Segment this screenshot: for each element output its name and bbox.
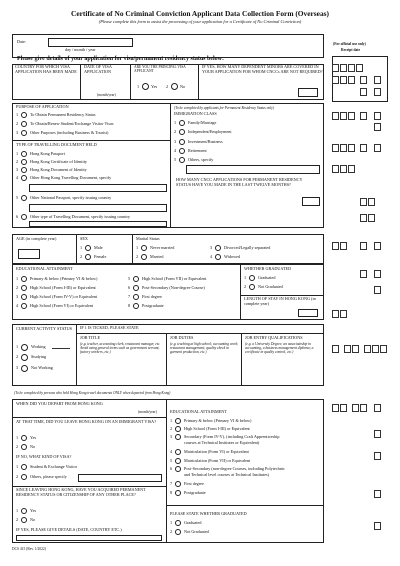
official-code-cell	[374, 144, 381, 152]
edu-opt3-label: High School (Form IV-V) or Equivalent	[30, 294, 98, 299]
edu-opt8-label: Postgraduate	[142, 303, 164, 308]
cncc-count-label: HOW MANY CNCC APPLICATIONS FOR PERMANENT RESIDENCY STATUS HAVE YOU MADE IN THE LAST TWELVE MONTHS?	[176, 177, 303, 187]
edu-opt1-label: Primary & below (Primary VI & below)	[30, 276, 98, 281]
official-code-cell	[332, 165, 339, 173]
official-code-cell	[374, 88, 381, 96]
edu-opt5-radio[interactable]	[133, 276, 139, 282]
citizenship-no-label: No	[30, 517, 36, 522]
travel-doc-opt1-radio[interactable]	[21, 151, 27, 157]
edu-opt6-radio[interactable]	[133, 285, 139, 291]
country-label: COUNTRY FOR WHICH VISA APPLICATION HAS BEEN MADE	[15, 64, 77, 74]
official-code-cell	[360, 242, 367, 250]
official-code-cell	[374, 430, 381, 438]
official-code-cell	[348, 76, 355, 84]
receipt-date-label: Receipt date	[341, 48, 361, 52]
purpose-opt2-radio[interactable]	[21, 121, 27, 127]
graduated-yes-label: Graduated	[258, 275, 276, 280]
official-code-cell	[332, 345, 339, 353]
if-ticked-label: IF 1 IS TICKED, PLEASE STATE	[80, 325, 139, 330]
sex-female-radio[interactable]	[85, 254, 91, 260]
edu-opt2-radio[interactable]	[21, 285, 27, 291]
official-code-cell	[364, 345, 371, 353]
minors-count-input[interactable]	[298, 88, 318, 97]
official-code-cell	[374, 123, 381, 131]
official-code-cell	[374, 242, 381, 250]
official-code-cell	[332, 310, 339, 318]
travel-doc-opt4-radio[interactable]	[21, 175, 27, 181]
official-code-cell	[374, 270, 381, 278]
departure-note: (To be completed by persons who held Hong Kong travel documents ONLY when departed from Hong Kong)	[14, 391, 171, 395]
official-code-cell	[344, 345, 351, 353]
official-code-cell	[372, 345, 379, 353]
official-code-cell	[368, 214, 375, 222]
official-code-cell	[374, 522, 381, 530]
date-input[interactable]	[48, 38, 133, 47]
official-code-cell	[340, 404, 347, 412]
edu2-graduated-radio[interactable]	[175, 520, 181, 526]
graduated-yes-radio[interactable]	[249, 275, 255, 281]
official-code-cell	[360, 198, 367, 206]
purpose-opt3-radio[interactable]	[21, 130, 27, 136]
travel-doc-opt6-input[interactable]	[29, 221, 167, 227]
travel-doc-opt2-radio[interactable]	[21, 159, 27, 165]
edu-opt4-label: High School (Form VI) or Equivalent	[30, 303, 94, 308]
immigration-opt4-radio[interactable]	[179, 148, 185, 154]
activity-studying-radio[interactable]	[21, 354, 28, 361]
sex-female-label: Female	[94, 254, 107, 259]
activity-working-label: Working	[31, 344, 46, 349]
immigration-opt2-radio[interactable]	[179, 129, 185, 135]
edu2-opt2-radio[interactable]	[175, 426, 181, 432]
marital-married-radio[interactable]	[141, 254, 147, 260]
activity-working-radio[interactable]	[21, 344, 28, 351]
edu2-opt6-radio[interactable]	[175, 466, 181, 472]
marital-label: Marital Status	[136, 236, 160, 241]
travel-doc-opt5-input[interactable]	[29, 204, 167, 212]
graduated-heading: WHETHER GRADUATED	[244, 266, 292, 271]
official-code-cell	[332, 76, 339, 84]
immigrant-no-label: No	[30, 444, 36, 449]
edu2-graduated-label: Graduated	[184, 520, 202, 525]
purpose-opt2-label: To Obtain/Renew Student/Exchange Visitor Visas	[30, 121, 114, 126]
immigrant-visa-label: AT THAT TIME, DID YOU LEAVE HONG KONG ON AN IMMIGRANT VISA?	[16, 419, 157, 424]
edu2-opt3-label: Secondary (Form IV-V), (including Craft Apprenticeship	[184, 434, 280, 439]
immigration-note: (To be completed by applicants for Permanent Residency Status only)	[174, 106, 274, 110]
citizenship-yes-radio[interactable]	[21, 508, 27, 514]
marital-widowed-radio[interactable]	[215, 254, 221, 260]
form-title: Certificate of No Criminal Conviction Applicant Data Collection Form (Overseas)	[70, 9, 329, 18]
marital-married-label: Married	[150, 254, 164, 259]
travel-doc-opt6-radio[interactable]	[21, 214, 27, 220]
edu2-opt1-radio[interactable]	[175, 418, 181, 424]
form-subtitle: (Please complete this form to assist the processing of your application for a Certificate of No Criminal Conviction)	[98, 19, 302, 24]
edu2-not-graduated-label: Not Graduated	[184, 529, 209, 534]
education-heading: EDUCATIONAL ATTAINMENT	[16, 266, 73, 271]
official-code-cell	[340, 144, 347, 152]
length-of-stay-input[interactable]	[298, 309, 318, 317]
job-duties-label: JOB DUTIES	[170, 335, 194, 340]
official-code-cell	[360, 88, 367, 96]
edu2-opt4-radio[interactable]	[175, 449, 181, 455]
immigrant-no-radio[interactable]	[21, 444, 27, 450]
official-code-cell	[340, 310, 347, 318]
activity-studying-label: Studying	[31, 354, 47, 359]
immigration-opt5-label: Others, specify	[188, 157, 214, 162]
official-code-cell	[360, 76, 367, 84]
application-date-label: DATE OF VISA APPLICATION	[84, 64, 112, 74]
job-title-label: JOB TITLE	[80, 335, 101, 340]
principal-yes-radio[interactable]	[142, 83, 149, 90]
official-code-cell	[332, 404, 339, 412]
visa-kind-other-input[interactable]	[78, 474, 162, 482]
activity-not-working-label: Not Working	[31, 365, 53, 370]
age-label: AGE (in complete year)	[16, 236, 57, 241]
travel-doc-opt3-label: Hong Kong Document of Identity	[30, 167, 87, 172]
purpose-opt1-label: To Obtain Permanent Residency Status	[30, 112, 96, 117]
official-code-cell	[340, 242, 347, 250]
official-code-cell	[360, 270, 367, 278]
edu2-opt4-label: Matriculation (Form VI) or Equivalent	[184, 449, 249, 454]
visa-kind-student-radio[interactable]	[21, 464, 27, 470]
travel-doc-opt4-label: Other Hong Kong Travelling Document, specify	[30, 175, 112, 180]
official-code-cell	[356, 64, 363, 72]
official-code-cell	[374, 112, 381, 120]
principal-no-label: No	[180, 84, 186, 89]
edu-opt7-label: First degree	[142, 294, 162, 299]
edu-opt8-radio[interactable]	[133, 303, 139, 309]
marital-never-radio[interactable]	[141, 245, 147, 251]
marital-divorced-radio[interactable]	[215, 245, 221, 251]
edu2-opt7-radio[interactable]	[175, 481, 181, 487]
immigration-opt2-label: Independent/Employment	[188, 129, 232, 134]
edu2-not-graduated-radio[interactable]	[175, 529, 181, 535]
citizenship-yes-label: Yes	[30, 508, 37, 513]
edu2-heading: EDUCATIONAL ATTAINMENT	[170, 409, 227, 414]
purpose-heading: PURPOSE OF APPLICATION	[16, 104, 69, 109]
edu-opt4-radio[interactable]	[21, 303, 27, 309]
edu-opt6-label: Post-Secondary (Non-degree Course)	[142, 285, 205, 290]
edu2-opt8-label: Postgraduate	[184, 490, 206, 495]
marital-divorced-label: Divorced/Legally separated	[224, 245, 271, 250]
depart-month-year-note: (month/year)	[138, 410, 157, 414]
edu2-opt6-label: Post-Secondary (non-degree Courses, including Polytechnic	[184, 466, 285, 471]
official-code-cell	[340, 64, 347, 72]
official-code-cell	[360, 144, 367, 152]
immigration-opt1-radio[interactable]	[179, 120, 185, 126]
citizenship-no-radio[interactable]	[21, 517, 27, 523]
official-code-cell	[340, 112, 347, 120]
citizenship-details-input[interactable]	[16, 535, 162, 541]
official-code-cell	[374, 490, 381, 498]
official-code-cell	[332, 242, 339, 250]
length-of-stay-label: LENGTH OF STAY IN HONG KONG (in complete year)	[244, 296, 316, 306]
edu2-opt1-label: Primary & below (Primary VI & below)	[184, 418, 252, 423]
date-label: Date:	[17, 39, 27, 44]
travel-doc-opt6-label: Other type of Travelling Document, specify issuing country	[30, 214, 131, 219]
edu-opt2-label: High School (Form I-III) or Equivalent	[30, 285, 96, 290]
dependent-minors-label: IF YES, HOW MANY DEPENDENT MINORS ARE COVERED IN YOUR APPLICATION FOR WHOM CNCCs ARE NOT REQUIRED?	[202, 64, 323, 74]
date-format: day / month / year	[65, 47, 96, 52]
edu2-opt8-radio[interactable]	[175, 490, 181, 496]
visa-kind-other-label: Others, please specify	[30, 474, 67, 479]
immigration-opt5-radio[interactable]	[179, 157, 185, 163]
entry-qualifications-example: (e.g. a University Degree; an associateship in accounting, a business management diploma; a certificate in quality control, etc.)	[245, 342, 314, 355]
education-section	[12, 264, 324, 320]
marital-widowed-label: Widowed	[224, 254, 241, 259]
official-code-cell	[352, 404, 359, 412]
official-code-cell	[348, 165, 355, 173]
immigrant-yes-label: Yes	[30, 435, 37, 440]
visa-kind-label: IF NO, WHAT KIND OF VISA?	[16, 454, 72, 459]
official-code-cell	[368, 198, 375, 206]
official-code-cell	[332, 144, 339, 152]
graduated-no-label: Not Graduated	[258, 284, 283, 289]
travel-doc-opt4-input[interactable]	[29, 184, 167, 192]
official-code-cell	[340, 165, 347, 173]
sex-male-radio[interactable]	[85, 245, 91, 251]
official-code-cell	[348, 64, 355, 72]
official-code-cell	[352, 345, 359, 353]
principal-applicant-label: ARE YOU THE PRINCIPAL VISA APPLICANT	[134, 65, 186, 74]
immigration-opt3-radio[interactable]	[179, 139, 185, 145]
month-year-note: (month/year)	[97, 93, 116, 97]
edu2-opt5-radio[interactable]	[175, 458, 181, 464]
edu2-opt2-label: High School (Form I-III) or Equivalent	[184, 426, 250, 431]
official-code-cell	[332, 112, 339, 120]
marital-never-label: Never married	[150, 245, 175, 250]
visa-kind-student-label: Student & Exchange Visitor	[30, 464, 78, 469]
official-code-cell	[360, 214, 367, 222]
edu-opt7-radio[interactable]	[133, 294, 139, 300]
official-code-cell	[340, 76, 347, 84]
official-code-cell	[374, 452, 381, 460]
job-title-example: (e.g. teacher, accounting clerk, restaurant manager, etc. Avoid using general terms such as government servant, factory workers, etc.)	[80, 342, 161, 355]
graduated-no-radio[interactable]	[249, 284, 255, 290]
details-heading: Please give details of your application for visa/permanent residency status below:	[17, 56, 224, 62]
immigration-opt3-label: Investment/Business	[188, 139, 223, 144]
depart-when-label: WHEN DID YOU DEPART FROM HONG KONG	[16, 401, 103, 406]
travel-doc-opt1-label: Hong Kong Passport	[30, 151, 65, 156]
since-leaving-label: SINCE LEAVING HONG KONG, HAVE YOU ACQUIRED PERMANENT RESIDENCY STATUS OR CITIZENSHIP OF ANY OTHER PLACE?	[16, 487, 146, 497]
purpose-opt1-radio[interactable]	[21, 112, 27, 118]
official-code-cell	[380, 345, 387, 353]
edu-opt3-radio[interactable]	[21, 294, 27, 300]
travel-doc-opt2-label: Hong Kong Certificate of Identity	[30, 159, 87, 164]
travel-doc-heading: TYPE OF TRAVELLING DOCUMENT HELD	[16, 142, 97, 147]
official-code-cell	[332, 64, 339, 72]
form-code-footer: DCS 415 (Rev. 1/2022)	[12, 547, 46, 551]
immigrant-yes-radio[interactable]	[21, 435, 27, 441]
official-code-cell	[348, 144, 355, 152]
purpose-opt3-label: Other Purposes (including Business & Tourist)	[30, 130, 109, 135]
edu2-opt3-label-cont: courses at Technical Institutes or Equivalent)	[184, 440, 260, 445]
immigration-opt1-label: Family/Marriage	[188, 120, 217, 125]
principal-no-radio[interactable]	[171, 83, 178, 90]
edu-opt1-radio[interactable]	[21, 276, 27, 282]
edu2-opt6-label-cont: and Technical level courses at Technical Institutes)	[184, 472, 270, 477]
edu2-opt7-label: First degree	[184, 481, 204, 486]
official-code-cell	[374, 76, 381, 84]
official-code-cell	[374, 404, 381, 412]
immigration-opt4-label: Retirement	[188, 148, 207, 153]
cncc-count-input[interactable]	[302, 197, 320, 206]
sex-label: SEX	[80, 236, 88, 241]
edu-opt5-label: High School (Form VII) or Equivalent	[142, 276, 207, 281]
citizenship-details-label: IF YES, PLEASE GIVE DETAILS (DATE, COUNTRY ETC.)	[16, 527, 122, 532]
activity-heading: CURRENT ACTIVITY STATUS	[16, 326, 72, 331]
official-code-cell	[360, 404, 367, 412]
entry-qualifications-label: JOB ENTRY QUALIFICATIONS	[245, 335, 303, 340]
edu2-opt5-label: Matriculation (Form VII) or Equivalent	[184, 458, 251, 463]
age-input[interactable]	[18, 249, 40, 259]
official-code-cell	[374, 286, 381, 294]
official-code-cell	[360, 112, 367, 120]
travel-doc-opt3-radio[interactable]	[21, 167, 27, 173]
sex-male-label: Male	[94, 245, 103, 250]
immigration-other-input[interactable]	[186, 165, 320, 174]
visa-kind-other-radio[interactable]	[21, 474, 27, 480]
activity-not-working-radio[interactable]	[21, 365, 28, 372]
edu2-opt3-radio[interactable]	[175, 434, 181, 440]
job-duties-example: (e.g. teaching at high school; accounting work; restaurant management; quality check in garment production, etc.)	[170, 342, 239, 355]
edu2-graduated-heading: PLEASE STATE WHETHER GRADUATED	[170, 511, 247, 516]
travel-doc-opt5-radio[interactable]	[21, 195, 27, 201]
travel-doc-opt5-label: Other National Passport, specify issuing country	[30, 195, 112, 200]
official-code-cell	[348, 112, 355, 120]
immigration-heading: IMMIGRATION CLASS	[174, 111, 217, 116]
principal-yes-label: Yes	[151, 84, 158, 89]
official-use-label: (For official use only)	[333, 42, 366, 46]
